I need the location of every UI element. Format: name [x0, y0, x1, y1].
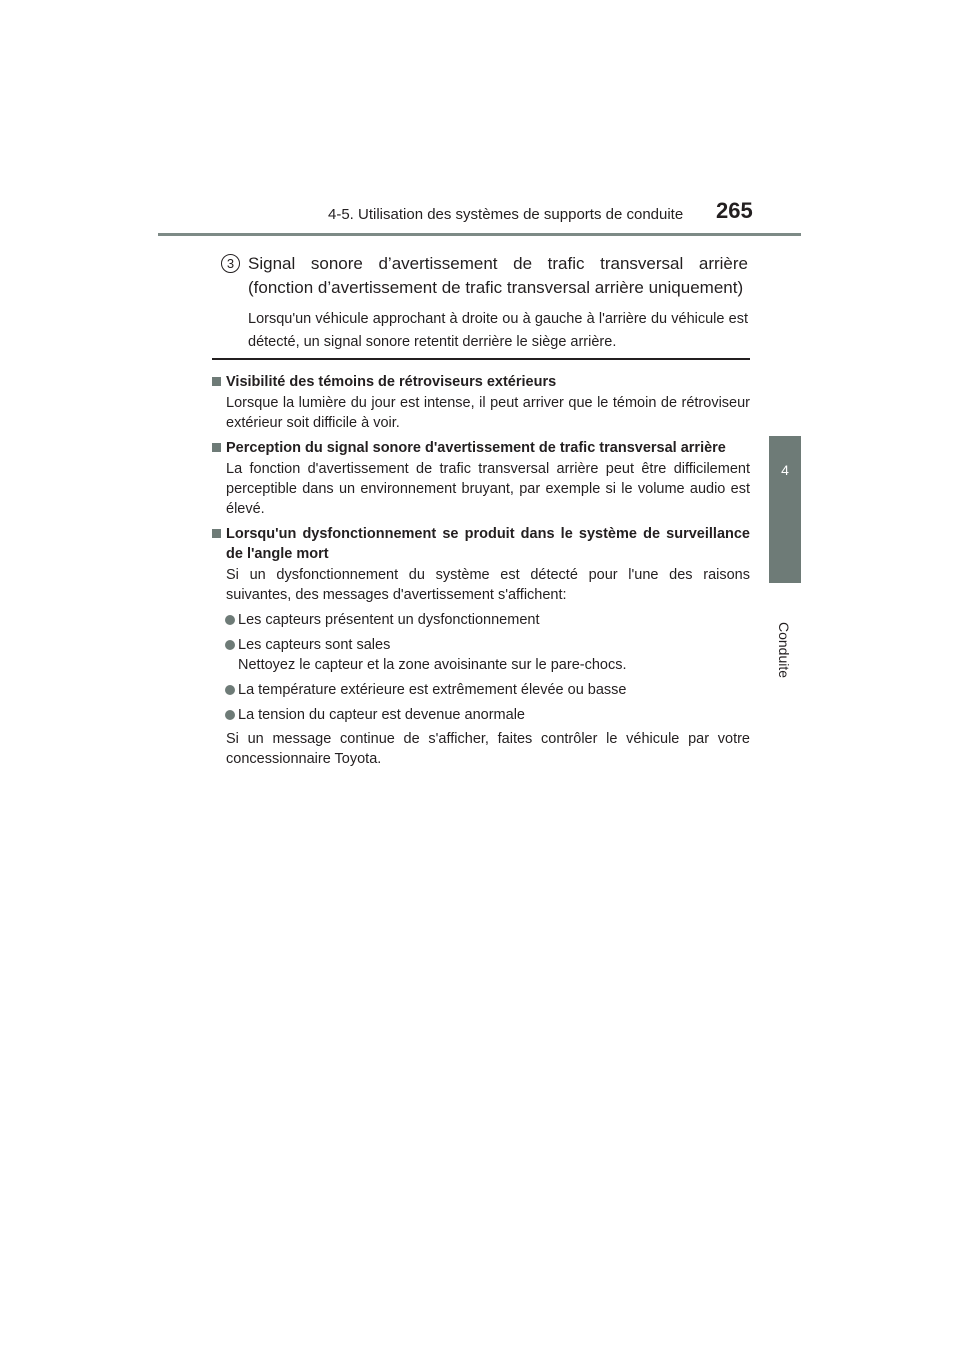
- chapter-number: 4: [781, 462, 789, 478]
- note-title: Lorsqu'un dysfonctionnement se produit dans le système de surveillance de l'angle mort: [212, 524, 750, 564]
- note-body: Lorsque la lumière du jour est intense, il peut arriver que le témoin de rétroviseur extérieur soit difficile à voir.: [226, 395, 750, 431]
- item-description: Lorsqu'un véhicule approchant à droite ou à gauche à l'arrière du véhicule est détecté, un signal sonore retentit derrière le siège arrière.: [248, 311, 748, 350]
- bullet-item: Les capteurs présentent un dysfonctionnement: [212, 610, 750, 630]
- note-body: Si un dysfonctionnement du système est détecté pour l'une des raisons suivantes, des messages d'avertissement s'affichent:: [226, 567, 750, 603]
- chapter-label: Conduite: [776, 621, 792, 679]
- item-number-badge: 3: [221, 254, 240, 273]
- item-title: Signal sonore d’avertissement de trafic transversal arrière (fonction d’avertissement de trafic transversal arrière uniquement): [248, 254, 748, 297]
- note-title: Visibilité des témoins de rétroviseurs extérieurs: [212, 372, 750, 392]
- note-closing: Si un message continue de s'afficher, faites contrôler le véhicule par votre concessionnaire Toyota.: [226, 731, 750, 767]
- bullet-text: Les capteurs sont sales: [238, 637, 391, 653]
- item-3: [218, 252, 748, 354]
- page-number: 265: [716, 198, 753, 223]
- header-rule: [158, 233, 801, 236]
- bullet-item: La tension du capteur est devenue anormale: [212, 705, 750, 725]
- section-divider: [212, 358, 750, 360]
- bullet-item: [212, 635, 750, 675]
- note-title: Perception du signal sonore d'avertissement de trafic transversal arrière: [212, 438, 750, 458]
- bullet-subtext: Nettoyez le capteur et la zone avoisinante sur le pare-chocs.: [238, 657, 627, 673]
- note-body: La fonction d'avertissement de trafic transversal arrière peut être difficilement perceptible dans un environnement bruyant, par exemple si le volume audio est élevé.: [226, 461, 750, 517]
- chapter-tab: [769, 436, 801, 583]
- section-heading: 4-5. Utilisation des systèmes de supports de conduite: [328, 206, 684, 223]
- bullet-item: La température extérieure est extrêmement élevée ou basse: [212, 680, 750, 700]
- notes-section: [212, 367, 750, 769]
